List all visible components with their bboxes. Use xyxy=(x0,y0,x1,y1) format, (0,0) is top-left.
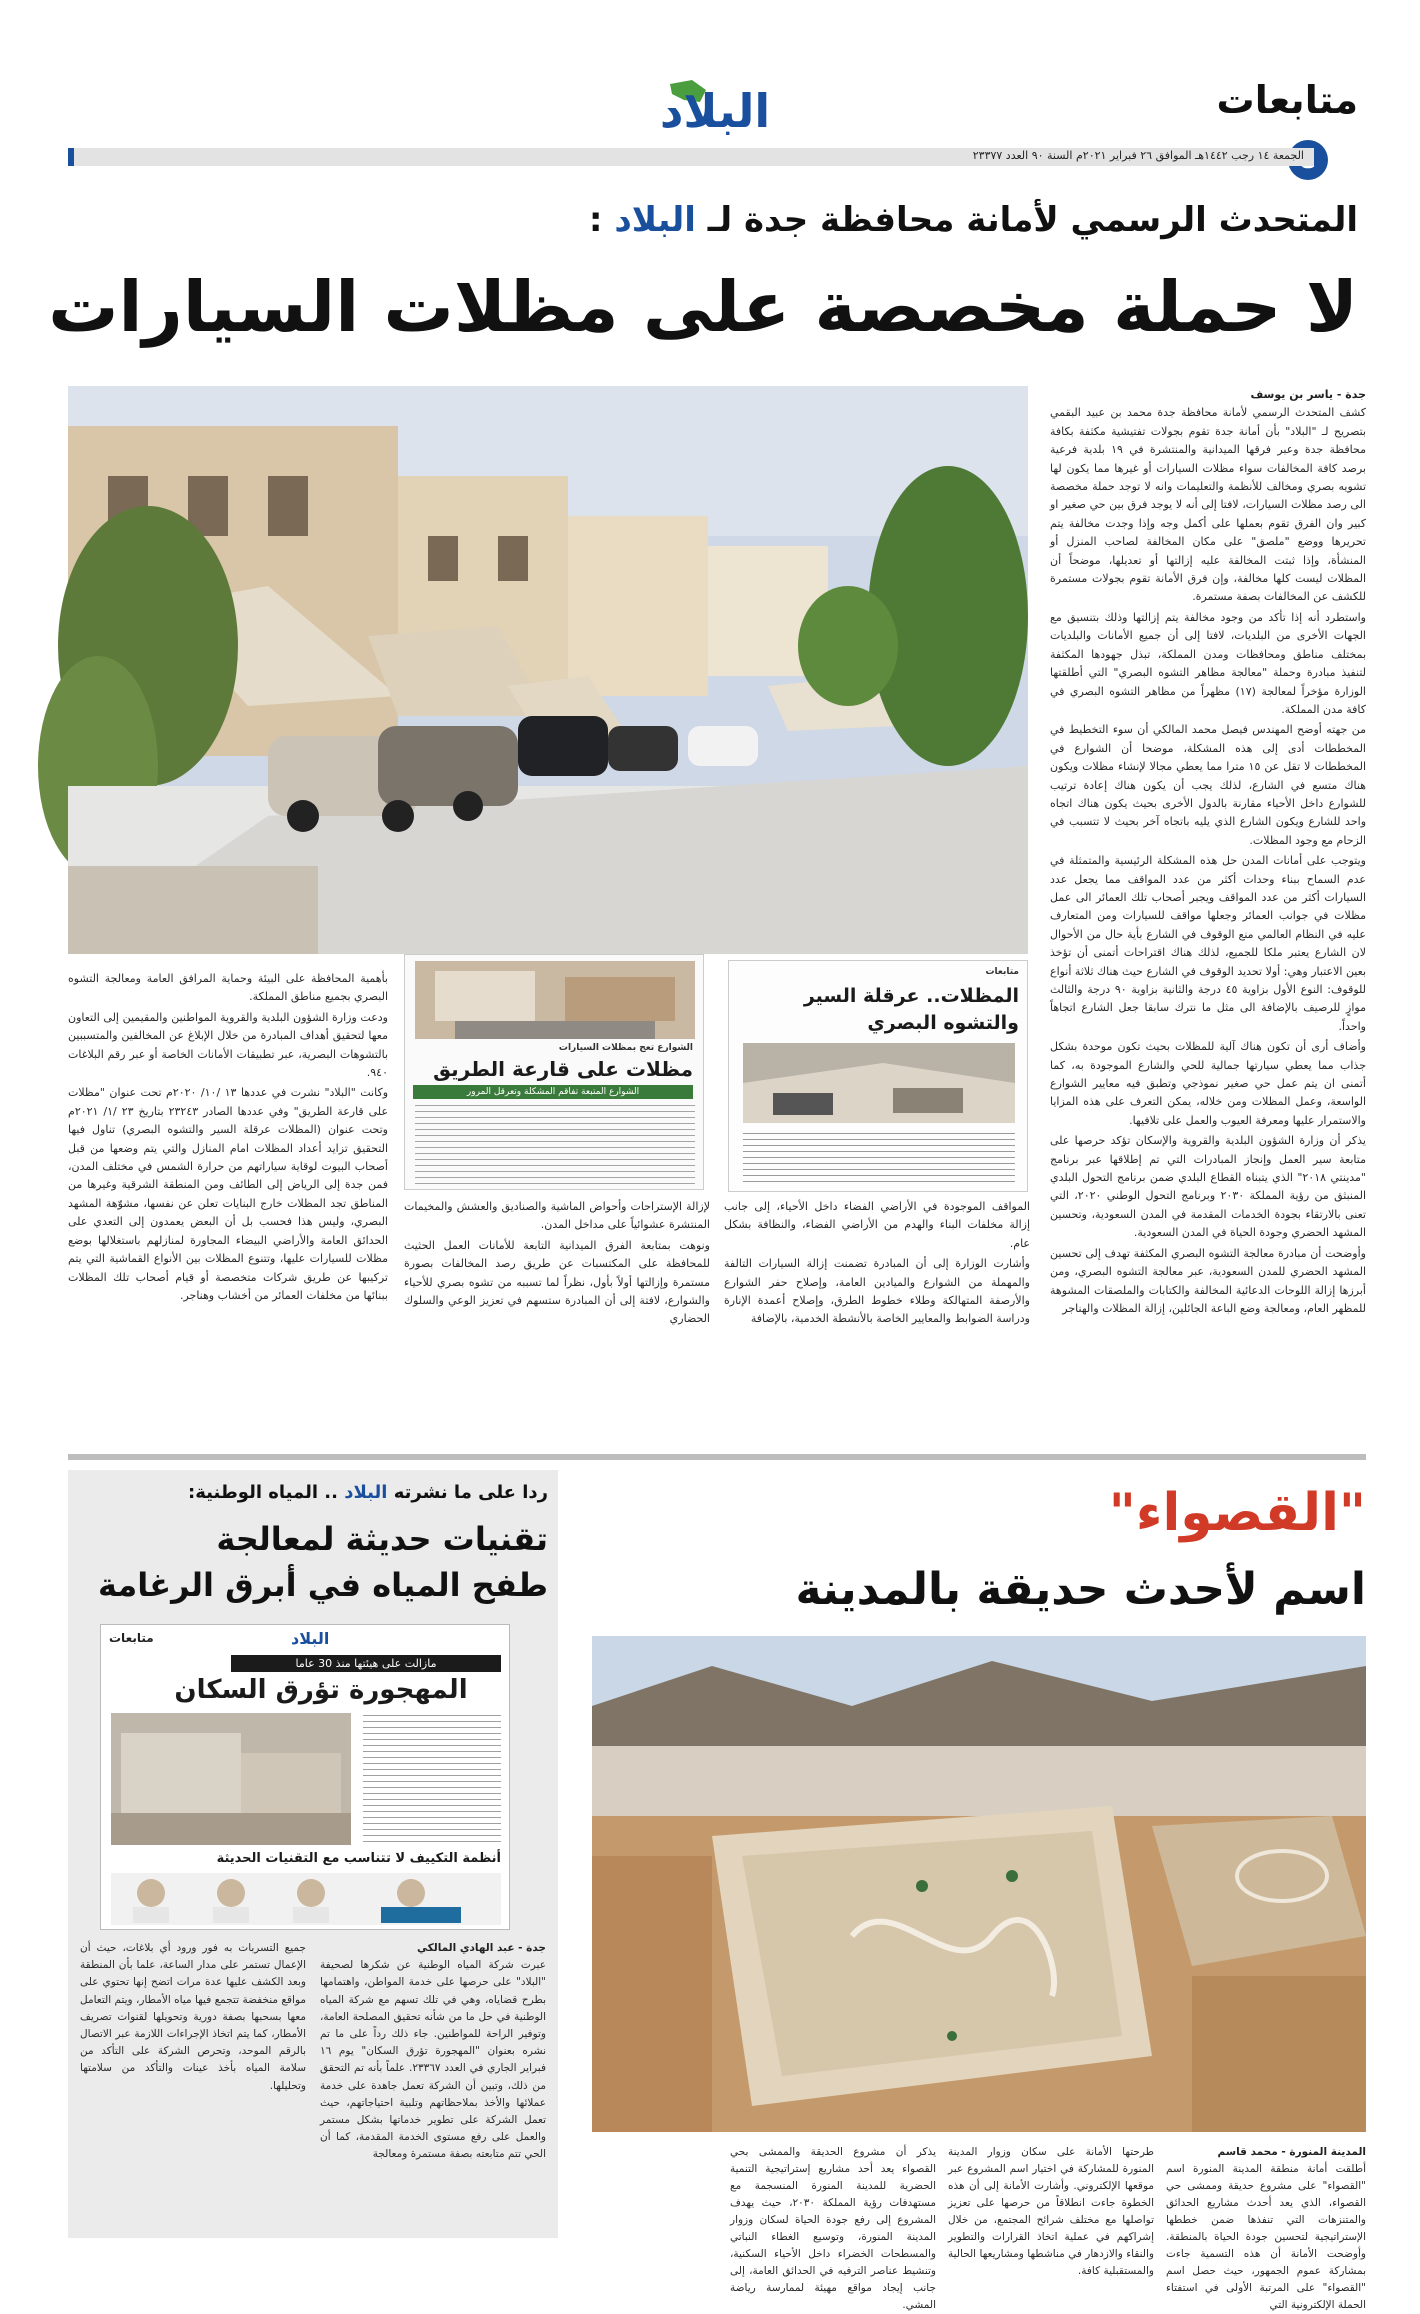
story3-col-2 xyxy=(80,1940,306,2232)
story3-col-1 xyxy=(320,1940,546,2232)
clip3-headline: المهجورة تؤرق السكان xyxy=(174,1675,468,1705)
paragraph: ونوهت بمتابعة الفرق الميدانية التابعة للأمانات العمل الحثيث للمحافظة على المكتسبات عن طريق رصد المخالفات بصورة مستمرة وإزالتها أولاً بأول، نظراً لما تسببه من تشوه بصري للأحياء والشوارع، لافتة إلى أن المبادرة ستسهم في تعزيز الوعي والسلوك الحضاري xyxy=(404,1238,710,1326)
newspaper-logo xyxy=(650,72,780,142)
story2-text-2: طرحتها الأمانة على سكان وزوار المدينة المنورة للمشاركة في اختيار اسم المشروع عبر موقعها الإلكتروني. وأشارت الأمانة إلى أن هذه الخطوة جاءت انطلاقاً من حرصها على تعزيز تواصلها مع مختلف شرائح المجتمع، من خلال إشراكهم في عملية اتخاذ القرارات والتطوير والنقاء والازدهار في مناشطها ومشاريعها الحالية والمستقبلية كافة. xyxy=(948,2146,1154,2277)
main-headline: لا حملة مخصصة على مظلات السيارات xyxy=(48,266,1358,348)
paragraph: كشف المتحدث الرسمي لأمانة محافظة جدة محمد بن عبيد البقمي بتصريح لـ "البلاد" بأن أمانة جدة تقوم بجولات تفتيشية مكثفة بكافة محافظة جدة وعبر فرقها الميدانية والمنتشرة في ١٩ بلدية فرعية برصد كافة المخالفات سواء مظلات السيارات أو غيرها مما يكون لها تشويه بصري ومخالف للأنظمة والتعليمات وانه لا توجد حملة مخصصة الى رصد مظلات السيارات، لافتا إلى أنه لا يوجد فرق بين حي صغير او كبير وان الفرق تقوم بعملها على أكمل وجه وإذا وجدت مخالفة يتم تحريرها ووضع "ملصق" على مكان المخالفة لصاحب المنزل أو المنشأة، وإذا ثبتت المخالفة عليه إزالتها أو تعديلها، موضحاً أن المظلات ليست كلها مخالفة، وإن فرق الأمانة تقوم بجولات مستمرة للكشف عن المخالفات بصفة مستمرة. xyxy=(1050,406,1366,604)
story3-byline: جدة - عبد الهادي المالكي xyxy=(417,1942,546,1954)
kicker-logo: البلاد xyxy=(614,200,696,240)
paragraph: لإزالة الإستراحات وأحواض الماشية والصناديق والعشش والمخيمات المنتشرة عشوائياً على مداخل المدن. xyxy=(404,1200,710,1232)
clip3-bottom-headline: أنظمة التكييف لا تتناسب مع التقنيات الحديثة xyxy=(216,1851,501,1866)
paragraph: وأشارت الوزارة إلى أن المبادرة تضمنت إزالة السيارات التالفة والمهملة من الشوارع والميادين العامة، وإصلاح حفر الشوارع والأرصفة المتهالكة وطلاء خطوط الطرق، وإصلاح أعمدة الإنارة ودراسة الضوابط والمعايير الخاصة بالأنشطة الخدمية، بالإضافة xyxy=(724,1257,1030,1326)
dateline: الجمعة ١٤ رجب ١٤٤٢هـ الموافق ٢٦ فبراير ٢٠٢١م السنة ٩٠ العدد ٢٣٣٧٧ xyxy=(972,149,1304,162)
clip3-text-block xyxy=(363,1715,501,1845)
park-aerial-photo xyxy=(592,1636,1366,2132)
story3-headline-2: طفح المياه في أبرق الرغامة xyxy=(97,1566,548,1604)
newspaper-clipping-1 xyxy=(728,960,1028,1192)
clip1-kicker: متابعات xyxy=(985,967,1019,977)
main-kicker xyxy=(38,200,1358,240)
park-photo-image xyxy=(592,1636,1366,2132)
paragraph: يذكر أن وزارة الشؤون البلدية والقروية والإسكان تؤكد حرصها على متابعة سير العمل وإنجاز المبادرات التي تم إطلاقها عبر برنامج "مدينتي ٢٠١٨" الذي يتبناه القطاع البلدي ضمن برنامج التحول البلدي المنبثق من رؤية المملكة ٢٠٣٠ وبرنامج التحول الوطني ٢٠٢٠، التي تعنى بالارتقاء بجودة الخدمات المقدمة في المدن السعودية، وتحسين المشهد الحضري وجودة الحياة في المدن السعودية. xyxy=(1050,1134,1366,1240)
story3-text-2: جميع التسربات به فور ورود أي بلاغات، حيث أن الإعمال تستمر على مدار الساعة، علما بأن المنطقة وبعد الكشف عليها عدة مرات اتضح إنها تحتوي على مواقع منخفضة تتجمع فيها مياه الأمطار، ويتم التعامل معها بسحبها بصفة دورية وتحويلها لقنوات تصريف الأمطار، كما يتم اتخاذ الإجراءات اللازمة عبر الاتصال بالرقم الموحد، وتحرص الشركة على التأكد من سلامة المياه بأخذ عينات والتأكد من سلامتها وتحليلها. xyxy=(80,1942,306,2092)
story2-col-4 xyxy=(592,2144,718,2238)
clip1-text-block xyxy=(743,1133,1015,1185)
story2-col-1 xyxy=(1166,2144,1366,2311)
story3-kicker-text: ردا على ما نشرته xyxy=(393,1482,548,1503)
paragraph: بأهمية المحافظة على البيئة وحماية المرافق العامة ومعالجة التشوه البصري بجميع مناطق المملكة. xyxy=(68,972,388,1004)
paragraph: من جهته أوضح المهندس فيصل محمد المالكي أن سوء التخطيط في المخططات أدى إلى هذه المشكلة، موضحا أن الشوارع في المخططات لا تقل عن ١٥ مترا مما يعطي مجالا لإنشاء مظلات ويكون هناك متسع في الشارع، لذلك يجب أن يكون هناك إعادة ترتيب للشوارع داخل الأحياء مقارنة بالدول الأخرى بحيث يكون هناك اتجاه واحد للشارع ويكون الشارع الذي يليه باتجاه آخر بحيث لا تتسبب في الزحام مع وجود المظلات. xyxy=(1050,723,1366,847)
story3-text-1: عبرت شركة المياه الوطنية عن شكرها لصحيفة "البلاد" على حرصها على خدمة المواطن، واهتمامها بطرح قضاياه، وهي في تلك تسهم مع شركة المياه الوطنية في حل ما من شأنه تحقيق المصلحة العامة، وتوفير الراحة للمواطنين. جاء ذلك رداً على ما تم نشره بعنوان "المهجورة تؤرق السكان" يوم ١٦ فبراير الجاري في العدد ٢٣٣٦٧. علماً بأنه تم التحقق من ذلك، وتبين أن الشركة تعمل جاهدة على خدمة عملائها والأخذ بملاحظاتهم وتلبية احتياجاتهم، حيث تعمل الشركة على تطوير خدماتها بشكل مستمر والعمل على رفع مستوى الخدمة المقدمة، كما أن الحي تتم متابعته بصفة مستمرة ومعالجة xyxy=(320,1959,546,2161)
clip2-subheadline: الشوارع المتبعة تفاقم المشكلة وتعرقل المرور xyxy=(413,1085,693,1099)
dateline-bar xyxy=(68,148,1320,166)
paragraph: المواقف الموجودة في الأراضي الفضاء داخل الأحياء، إلى جانب إزالة مخلفات البناء والهدم من الأراضي الفضاء، والنظافة بشكل عام. xyxy=(724,1200,1030,1250)
main-byline: جدة - ياسر بن يوسف xyxy=(1250,388,1366,401)
story2-byline: المدينة المنورة - محمد قاسم xyxy=(1217,2146,1366,2158)
clip3-portraits xyxy=(111,1873,501,1925)
story3-kicker-suffix: .. المياه الوطنية: xyxy=(188,1482,338,1503)
paragraph: وأوضحت أن مبادرة معالجة التشوه البصري المكثفة تهدف إلى تحسين المشهد الحضري للمدن السعودية، عبر معالجة التشوه البصري، ومن أبرزها إزالة اللوحات الدعائية المخالفة والكتابات والملصقات المشوهة للمظهر العام، ومعالجة وضع الباعة الجائلين، إزالة المظلات والهناجر xyxy=(1050,1246,1366,1315)
clip3-photo xyxy=(111,1713,351,1845)
main-story-col-a xyxy=(724,1198,1030,1436)
paragraph: ويتوجب على أمانات المدن حل هذه المشكلة الرئيسية والمتمثلة في عدم السماح ببناء وحدات أكثر من عدد المواقف مما يجعل عدد السيارات أكثر من عدد المواقف ويجبر أصحاب تلك العمائر الى عمل مظلات في جوانب العمائر وجعلها مواقف للسيارات ومن المتعارف عليه في النظام العالمي منع الوقوف في الشارع بأية حال من الأحوال لان الشارع يعتبر ملكا للجميع، لذلك هناك اقتراحات أتمنى أن تؤخذ بعين الاعتبار وهي: أولا تحديد الوقوف في الشارع حيث هناك ثلاثة أنواع للوقوف: النوع الأول بزاوية ٤٥ درجة والثانية بزاوية ٩٠ درجة والثالث موازٍ للرصيف بالإضافة الى مثل ما نترك سابقا جعل الشارع اتجاهاً واحداً. xyxy=(1050,854,1366,1033)
story2-text-3: يذكر أن مشروع الحديقة والممشى بحي القصواء يعد أحد مشاريع إستراتيجية التنمية الحضرية للمدينة المنورة المنسجمة مع مستهدفات رؤية المملكة ٢٠٣٠، حيث يهدف المشروع إلى رفع جودة الحياة لسكان وزوار المدينة المنورة، وتوسيع الغطاء النباتي والمسطحات الخضراء داخل الأحياء السكنية، وتنشيط عناصر الترفيه في الحدائق العامة، إلى جانب إيجاد مواقع مهيئة لممارسة رياضة المشي. xyxy=(730,2146,936,2311)
paragraph: وكانت "البلاد" نشرت في عددها ١٣ /١٠/ ٢٠٢٠م تحت عنوان "مظلات على قارعة الطريق" وفي عددها الصادر ٢٣٢٤٣ بتاريخ ٢٣ /١/ ٢٠٢١م وتحت عنوان (المظلات عرقلة السير والتشوه البصري) تناول فيها التحقيق تزايد أعداد المظلات امام المنازل والتي يتم وضعها من قبل أصحاب البيوت لوقاية سياراتهم من حرارة الشمس في مختلف المدن، فمن جدة إلى الرياض إلى الطائف ومن المنطقة الشرقية وغيرها من المناطق تجد المظلات خارج البنايات تعلن عن نفسها، مشوّهة المشهد البصري، وليس هذا فحسب بل أن البعض يعمدون إلى التعدي على الحدائق العامة والأراضي البيضاء المجاورة لمنازلهم باستغلالها بوضع مظلات للسيارات عليها، وتتنوع المظلات بين الأنواع القماشية التي يتم تركيبها عن طريق شركات متخصصة أو قيام أصحاب تلك المظلات ببنائها من مخلفات العمائر من أخشاب وهناجر. xyxy=(68,1086,389,1302)
clip1-headline: المظلات.. عرقلة السير والتشوه البصري xyxy=(803,985,1019,1034)
newspaper-clipping-2 xyxy=(404,954,704,1190)
kicker-text: المتحدث الرسمي لأمانة محافظة جدة لـ xyxy=(707,200,1358,240)
story3-kicker-logo: البلاد xyxy=(344,1482,388,1503)
story2-col-3 xyxy=(730,2144,936,2311)
section-title: متابعات xyxy=(1216,78,1358,122)
story3-headline-1: تقنيات حديثة لمعالجة xyxy=(216,1520,548,1558)
section-divider xyxy=(68,1454,1366,1460)
story3-clipping xyxy=(100,1624,510,1930)
story3-kicker xyxy=(78,1482,548,1503)
clip2-text-block xyxy=(415,1105,695,1185)
clip3-section: متابعات xyxy=(109,1631,154,1645)
story2-title: "القصواء" xyxy=(1108,1483,1366,1543)
paragraph: واستطرد أنه إذا تأكد من وجود مخالفة يتم إزالتها وذلك بتنسيق مع الجهات الأخرى من البلديات، لافتا إلى أن جميع الأمانات والبلديات بمختلف مناطق ومحافظات ومدن المملكة، تبذل جهودها المكثفة لتنفيذ مبادرة وحملة "معالجة مظاهر التشوه البصري" التي أطلقتها الوزارة مؤخراً لمعالجة (١٧) مظهراً من مظاهر التشوه البصري في كافة مدن المملكة. xyxy=(1050,610,1366,716)
clip3-top-banner: مازالت على هيئتها منذ 30 عاما xyxy=(231,1655,501,1672)
story2-col-2 xyxy=(948,2144,1154,2277)
clip3-logo: البلاد xyxy=(291,1629,330,1648)
main-story-col-c xyxy=(68,970,388,1436)
story2-subtitle: اسم لأحدث حديقة بالمدينة xyxy=(795,1564,1366,1615)
paragraph: وأضاف أرى أن تكون هناك آلية للمظلات بحيث تكون موحدة بشكل جذاب مما يعطي سيارتها جمالية للحي والشارع الموجودة به، كما أتمنى ان يتم عمل حي صغير نموذجي وتطبق فيه معايير الشوارع الواسعة، وعمل المظلات ومن خلاله، يمكن التعرف على هذه المزايا والاستمرار عليها ومعرفة العيوب والعمل على تلافيها. xyxy=(1050,1040,1366,1127)
portraits-image xyxy=(111,1873,501,1925)
logo-text: البلاد xyxy=(659,84,771,138)
clip1-photo xyxy=(743,1043,1015,1123)
clip2-headline: مظلات على قارعة الطريق xyxy=(433,1057,693,1081)
street-photo-image xyxy=(68,386,1028,954)
main-story-col-right xyxy=(1050,386,1366,1315)
story2-text-1: أطلقت أمانة منطقة المدينة المنورة اسم "القصواء" على مشروع حديقة وممشى حي القصواء، الذي يعد أحدث مشاريع الحدائق والمتنزهات التي تنفذها ضمن خططها الإستراتيجية لتحسين جودة الحياة بالمنطقة. وأوضحت الأمانة أن هذه التسمية جاءت بمشاركة عموم الجمهور، حيث حصل اسم "القصواء" على المرتبة الأولى في استفتاء الحملة الإلكترونية التي xyxy=(1166,2163,1366,2311)
main-story-col-b xyxy=(404,1198,710,1436)
clip2-kicker: الشوارع تعج بمظلات السيارات xyxy=(558,1043,693,1053)
kicker-colon: : xyxy=(588,200,603,240)
street-carports-photo xyxy=(68,386,1028,954)
clip2-photo xyxy=(415,961,695,1039)
paragraph: ودعت وزارة الشؤون البلدية والقروية المواطنين والمقيمين إلى التعاون معها لتحقيق أهداف المبادرة من خلال الإبلاغ عن المخالفين والمتسببين بالتشوهات البصرية، عبر تطبيقات الأمانات الخاصة أو عبر رقم البلاغات ٩٤٠. xyxy=(68,1010,388,1080)
